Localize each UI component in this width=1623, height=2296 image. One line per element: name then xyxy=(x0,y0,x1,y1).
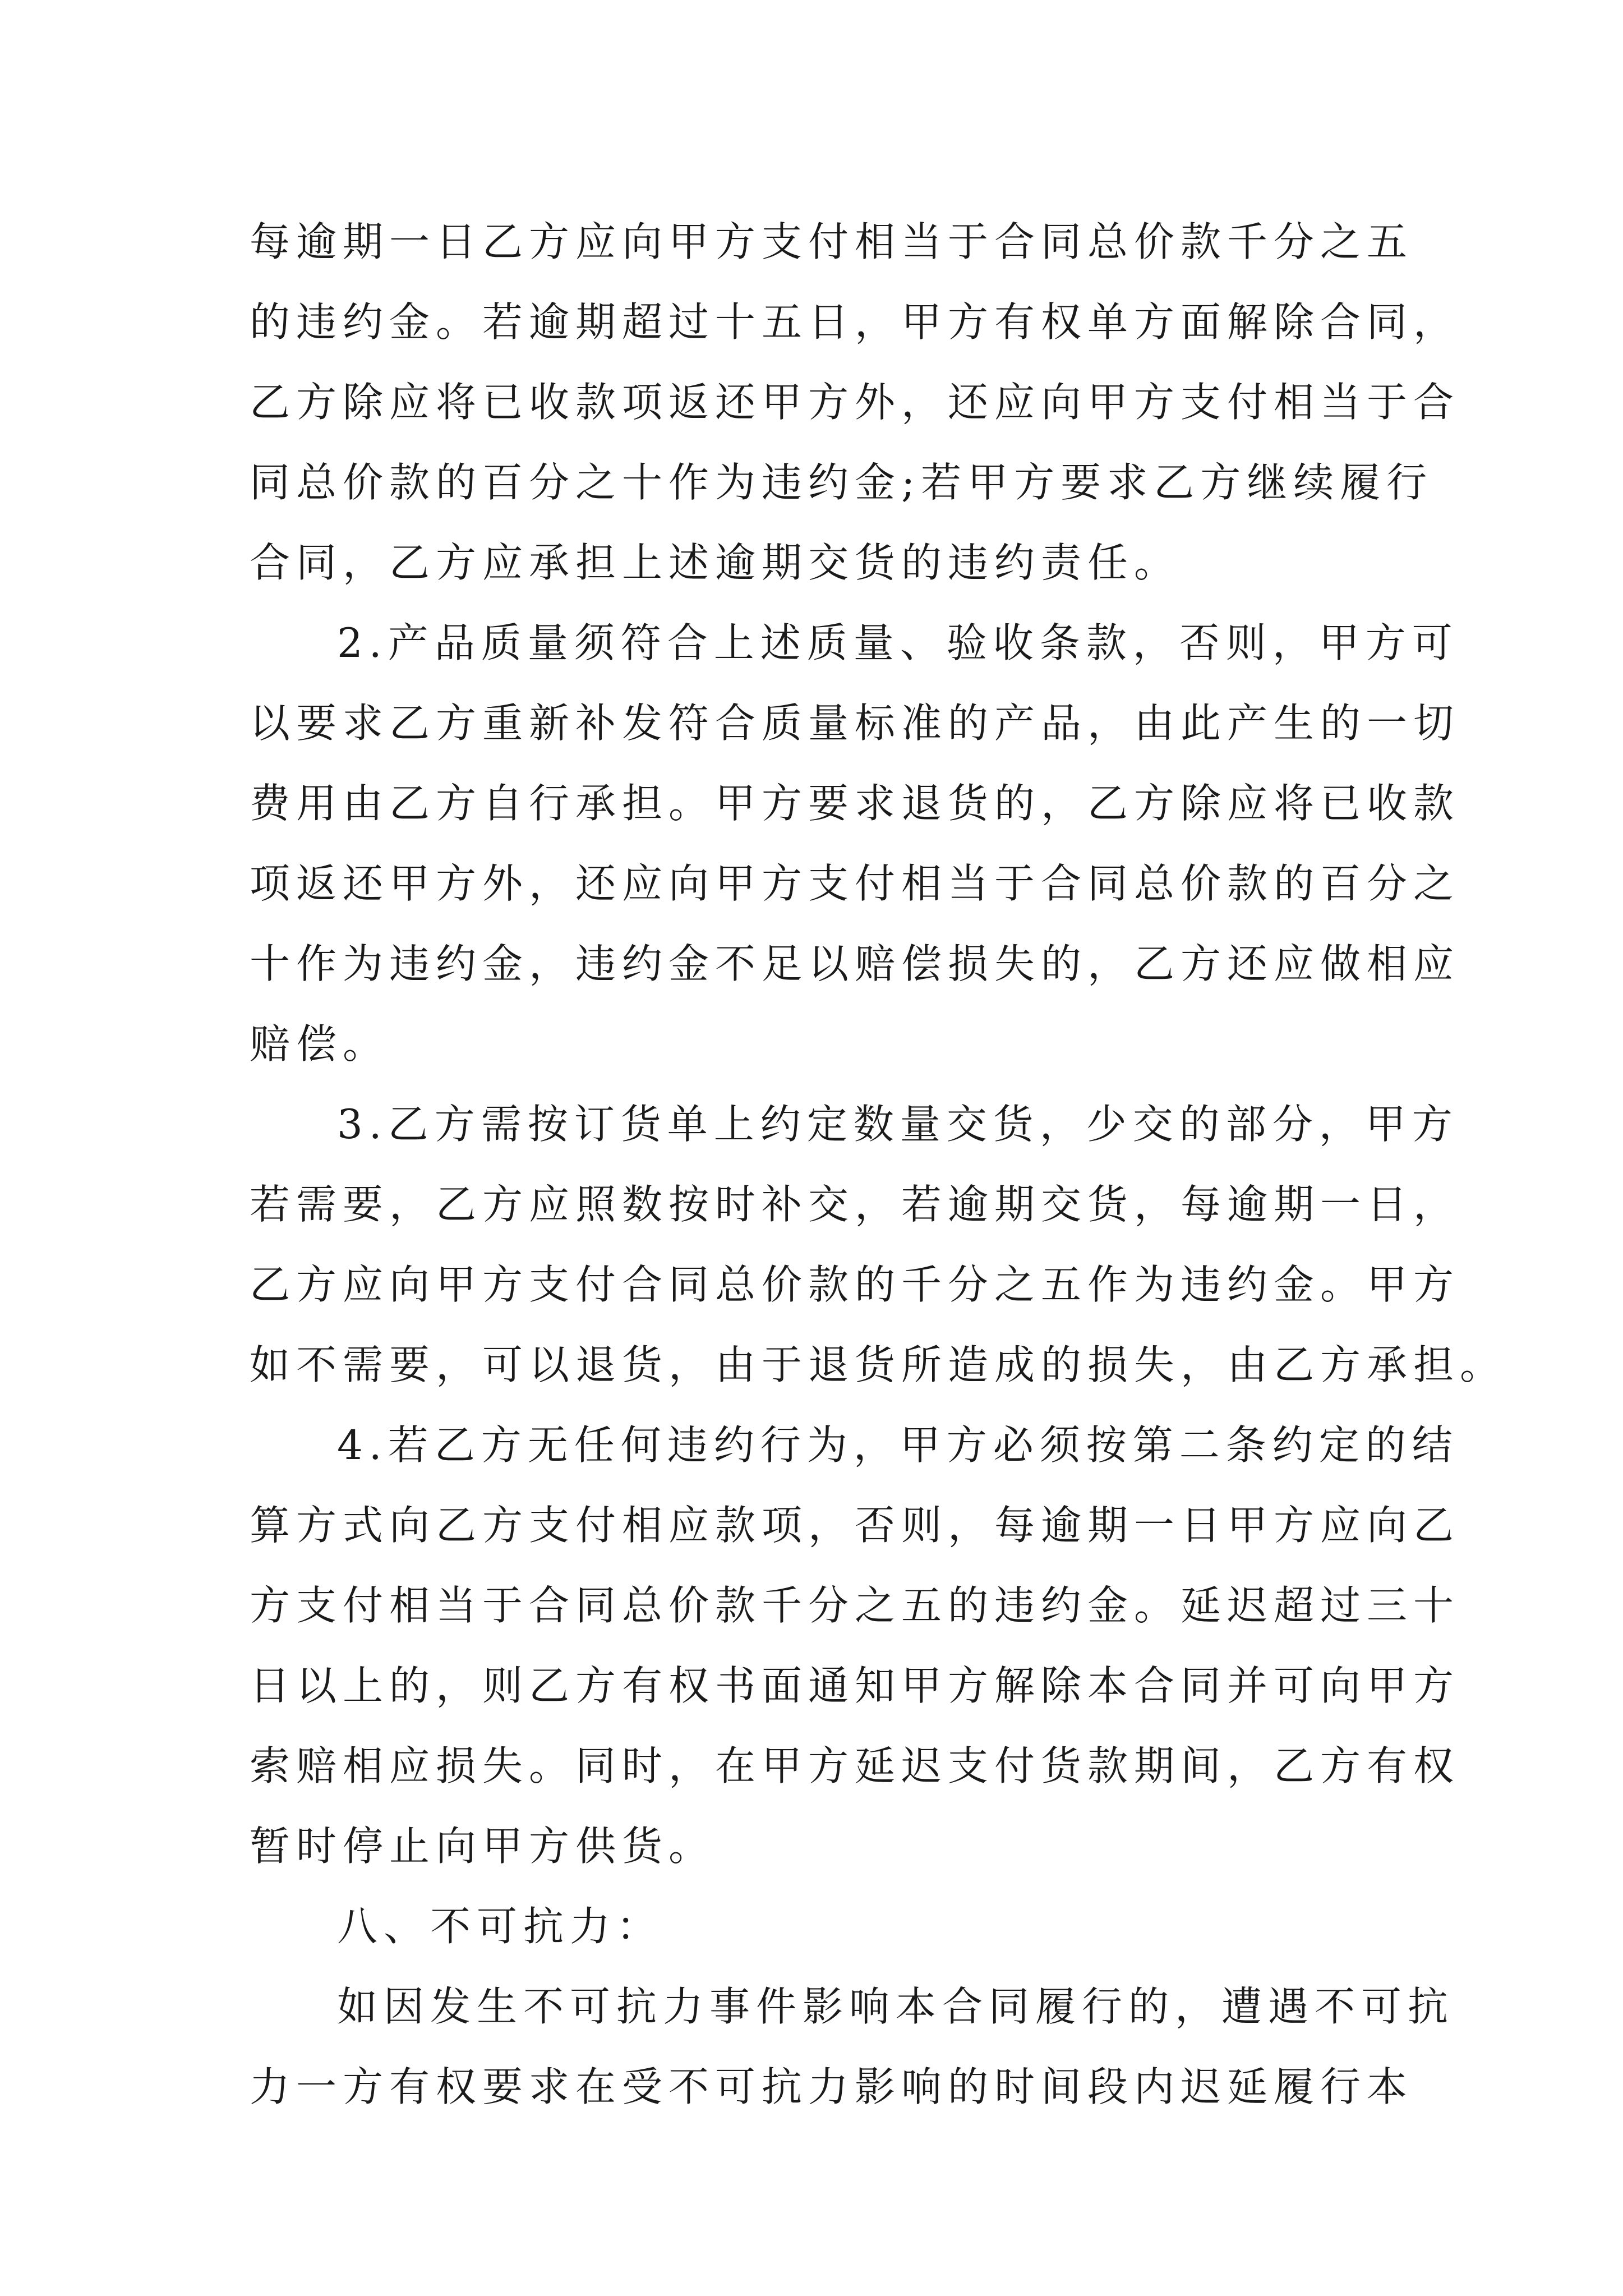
text-line: 方支付相当于合同总价款千分之五的违约金。延迟超过三十 xyxy=(250,1582,1460,1629)
text-line: 赔偿。 xyxy=(250,1020,390,1068)
text-line: 算方式向乙方支付相应款项，否则，每逾期一日甲方应向乙 xyxy=(250,1502,1460,1549)
text-line: 2.产品质量须符合上述质量、验收条款，否则，甲方可 xyxy=(337,619,1459,666)
text-line: 3.乙方需按订货单上约定数量交货，少交的部分，甲方 xyxy=(337,1101,1459,1148)
text-line: 暂时停止向甲方供货。 xyxy=(250,1823,716,1870)
heading-text: 八、不可抗力： xyxy=(337,1903,663,1950)
text-line: 4.若乙方无任何违约行为，甲方必须按第二条约定的结 xyxy=(337,1421,1459,1469)
paragraph-clause-3-quantity xyxy=(250,1084,1507,1405)
text-line: 如因发生不可抗力事件影响本合同履行的，遭遇不可抗 xyxy=(337,1983,1455,2030)
text-line: 每逾期一日乙方应向甲方支付相当于合同总价款千分之五 xyxy=(250,218,1414,265)
paragraph-late-delivery-continued xyxy=(250,202,1460,603)
section-heading-force-majeure xyxy=(250,1887,1385,1967)
text-line: 以要求乙方重新补发符合质量标准的产品，由此产生的一切 xyxy=(250,700,1460,747)
text-line: 的违约金。若逾期超过十五日，甲方有权单方面解除合同， xyxy=(250,298,1460,346)
text-line: 乙方应向甲方支付合同总价款的千分之五作为违约金。甲方 xyxy=(250,1261,1460,1308)
paragraph-clause-4-payment xyxy=(250,1405,1460,1887)
text-line: 合同，乙方应承担上述逾期交货的违约责任。 xyxy=(250,539,1181,586)
text-line: 力一方有权要求在受不可抗力影响的时间段内迟延履行本 xyxy=(250,2063,1414,2110)
paragraph-clause-2-quality xyxy=(250,603,1460,1084)
text-line: 若需要，乙方应照数按时补交，若逾期交货，每逾期一日， xyxy=(250,1181,1460,1228)
text-line: 索赔相应损失。同时，在甲方延迟支付货款期间，乙方有权 xyxy=(250,1742,1460,1789)
text-line: 费用由乙方自行承担。甲方要求退货的，乙方除应将已收款 xyxy=(250,780,1460,827)
text-line: 日以上的，则乙方有权书面通知甲方解除本合同并可向甲方 xyxy=(250,1662,1460,1709)
text-line: 乙方除应将已收款项返还甲方外，还应向甲方支付相当于合 xyxy=(250,379,1460,426)
document-body xyxy=(250,202,1507,2127)
text-line: 项返还甲方外，还应向甲方支付相当于合同总价款的百分之 xyxy=(250,860,1460,907)
text-line: 如不需要，可以退货，由于退货所造成的损失，由乙方承担。 xyxy=(250,1341,1507,1388)
text-line: 同总价款的百分之十作为违约金;若甲方要求乙方继续履行 xyxy=(250,459,1433,506)
text-line: 十作为违约金，违约金不足以赔偿损失的，乙方还应做相应 xyxy=(250,940,1460,987)
paragraph-force-majeure xyxy=(250,1967,1455,2127)
